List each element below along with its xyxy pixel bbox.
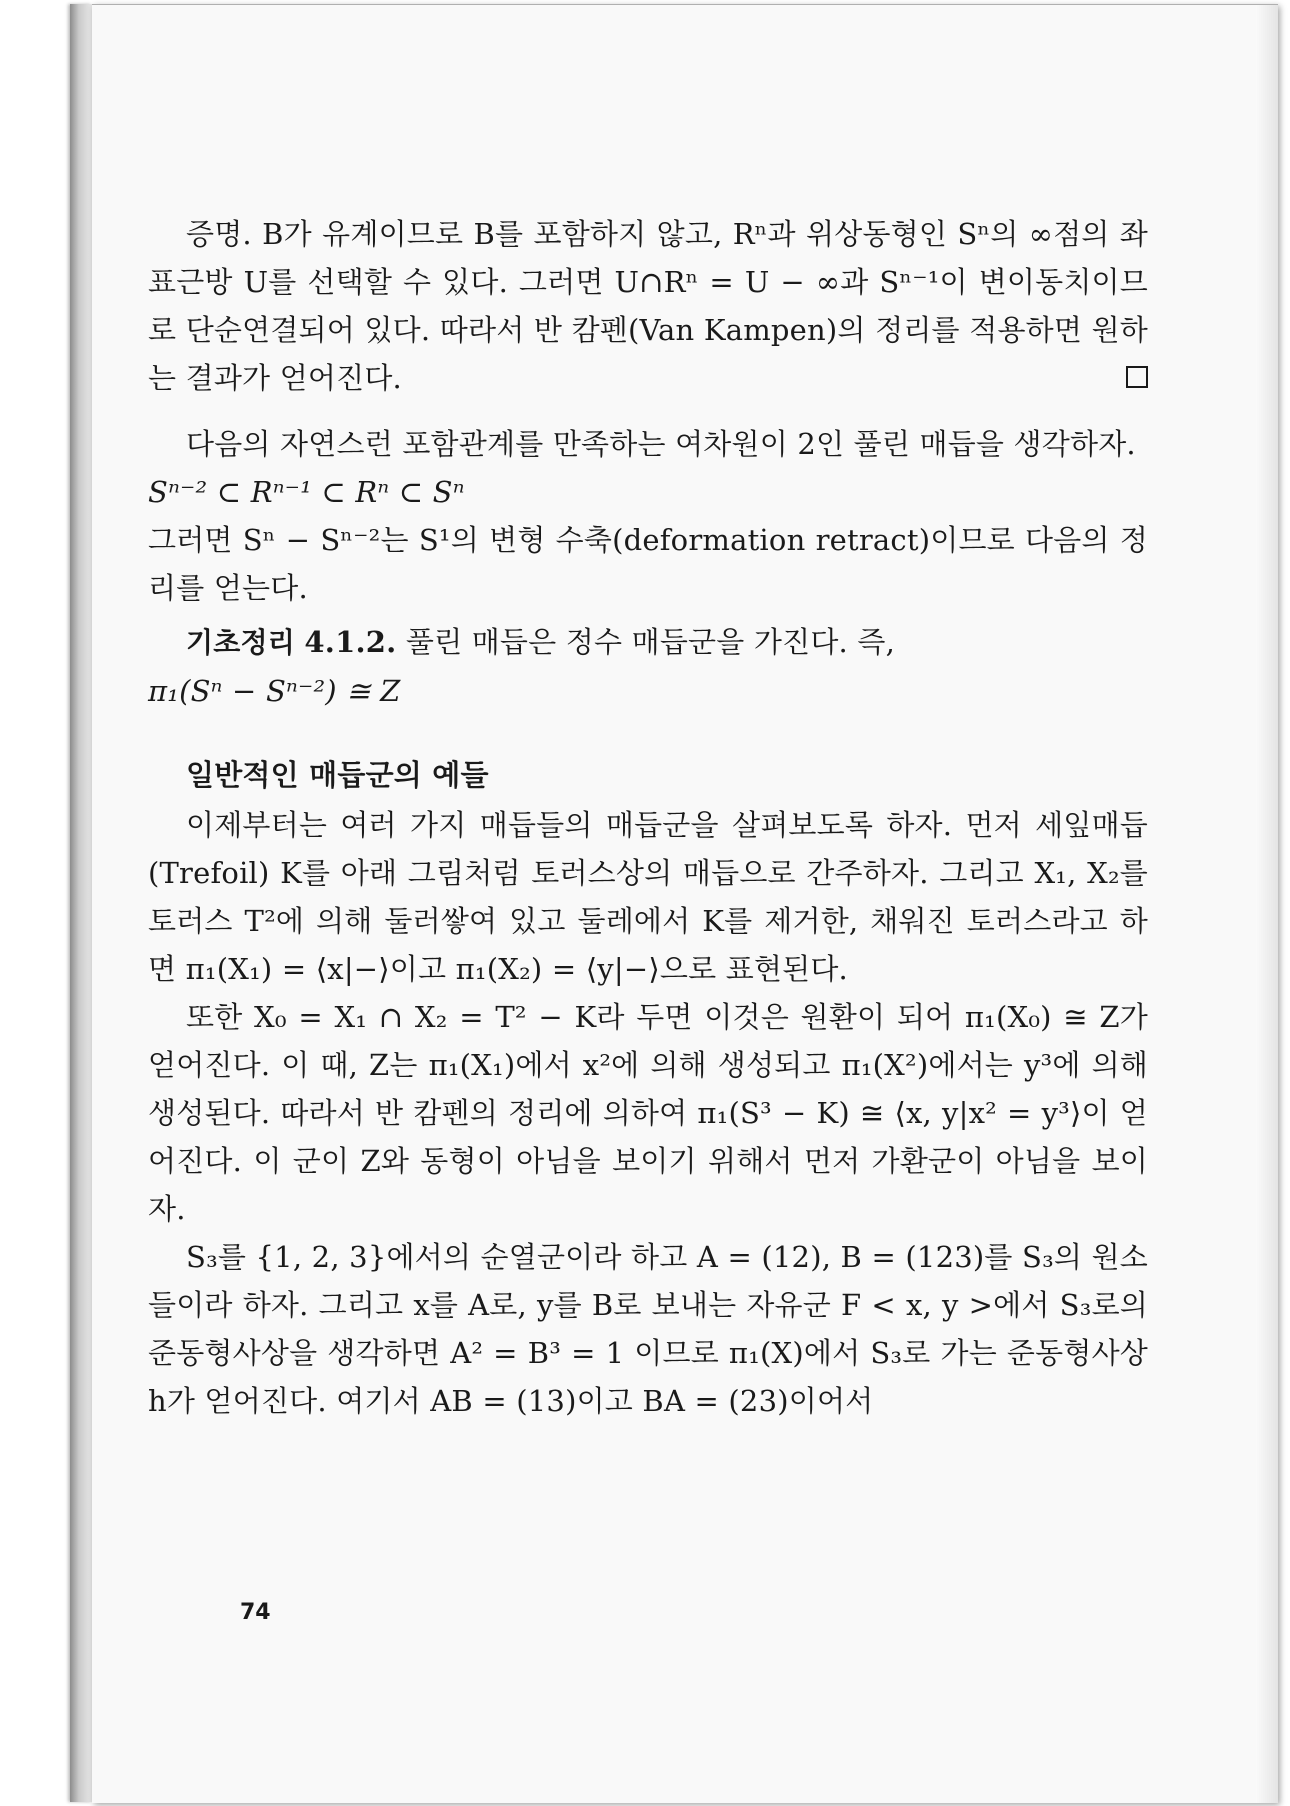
book-spine-edge bbox=[70, 4, 92, 1802]
proof-line-2: ∞점의 좌표근방 U를 선택할 수 있다. 그러면 U∩Rⁿ = U − ∞과 Sⁿ⁻¹이 bbox=[148, 217, 1149, 299]
theorem-label: 기초정리 bbox=[186, 626, 295, 659]
proof-line-1: 증명. B가 유계이므로 B를 포함하지 않고, Rⁿ과 위상동형인 Sⁿ의 bbox=[186, 217, 1019, 251]
permutation-paragraph: S₃를 {1, 2, 3}에서의 순열군이라 하고 A = (12), B = (123)를 S₃의 원소들이라 하자. 그리고 x를 A로, y를 B로 보내는 자유군 F < x, y >에서 S₃로의 준동형사상을 생각하면 A² = B³ = 1 이므로 π₁(X)에서 S₃로 가는 준동형사상 h가 얻어진다. 여기서 AB = (13)이고 BA = (23)이어서 bbox=[148, 1240, 1148, 1418]
page-content bbox=[148, 210, 1148, 1425]
theorem-4-1-2 bbox=[148, 618, 1148, 667]
retract-paragraph: 그러면 Sⁿ − Sⁿ⁻²는 S¹의 변형 수축(deformation retract)이므로 다음의 정리를 얻는다. bbox=[148, 523, 1148, 605]
page-fold-shadow bbox=[1256, 5, 1278, 1803]
proof-line-4: 정리를 적용하면 원하는 결과가 얻어진다. bbox=[148, 313, 1149, 395]
theorem-formula: π₁(Sⁿ − Sⁿ⁻²) ≅ Z bbox=[148, 674, 401, 708]
proof-line-3: 변이동치이므로 단순연결되어 있다. 따라서 반 캄펜(Van Kampen)의 bbox=[148, 265, 1148, 347]
inclusion-paragraph: 다음의 자연스런 포함관계를 만족하는 여차원이 2인 풀린 매듭을 생각하자. bbox=[186, 427, 1136, 461]
qed-box-icon bbox=[1126, 366, 1148, 388]
van-kampen-paragraph: 또한 X₀ = X₁ ∩ X₂ = T² − K라 두면 이것은 원환이 되어 π₁(X₀) ≅ Z가 얻어진다. 이 때, Z는 π₁(X₁)에서 x²에 의해 생성되고 π₁(X²)에서는 y³에 의해 생성된다. 따라서 반 캄펜의 정리에 의하여 π₁(S³ − K) ≅ ⟨x, y|x² = y³⟩이 얻어진다. 이 군이 Z와 동형이 아님을 보이기 위해서 먼저 가환군이 아님을 보이자. bbox=[148, 1000, 1148, 1226]
theorem-text: 풀린 매듭은 정수 매듭군을 가진다. 즉, bbox=[405, 625, 896, 659]
page-number: 74 bbox=[240, 1600, 271, 1625]
trefoil-paragraph: 이제부터는 여러 가지 매듭들의 매듭군을 살펴보도록 하자. 먼저 세잎매듭 (Trefoil) K를 아래 그림처럼 토러스상의 매듭으로 간주하자. 그리고 X₁, X₂를 토러스 T²에 의해 둘러쌓여 있고 둘레에서 K를 제거한, 채워진 토러스라고 하면 π₁(X₁) = ⟨x|−⟩이고 π₁(X₂) = ⟨y|−⟩으로 표현된다. bbox=[148, 808, 1148, 986]
proof-paragraph bbox=[148, 210, 1148, 402]
theorem-number: 4.1.2. bbox=[304, 625, 397, 659]
section-heading: 일반적인 매듭군의 예들 bbox=[186, 758, 489, 792]
inclusion-formula: Sⁿ⁻² ⊂ Rⁿ⁻¹ ⊂ Rⁿ ⊂ Sⁿ bbox=[148, 475, 465, 509]
